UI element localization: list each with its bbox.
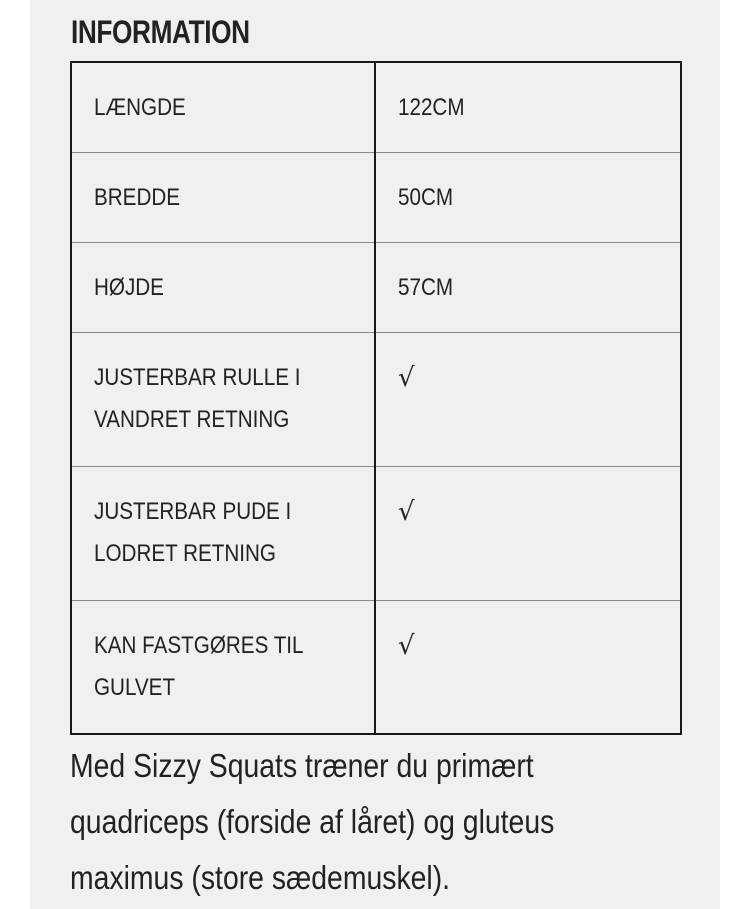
section-heading: INFORMATION (71, 14, 250, 50)
spec-value-text: 57CM (398, 273, 454, 301)
spec-label-length (71, 62, 375, 152)
checkmark-icon: √ (398, 630, 415, 661)
description-line: maximus (store sædemuskel). (70, 859, 451, 896)
spec-label-text: JUSTERBAR RULLE I (94, 363, 301, 391)
spec-label-text: HØJDE (94, 273, 164, 301)
spec-label-text: LÆNGDE (94, 94, 186, 121)
spec-value-text: 50CM (398, 183, 454, 211)
checkmark-icon: √ (398, 362, 415, 393)
spec-table (70, 61, 682, 735)
spec-value-text: 122CM (398, 94, 465, 121)
spec-label-text: LODRET RETNING (94, 539, 276, 567)
spec-label-text: BREDDE (94, 183, 181, 211)
description-line: Med Sizzy Squats træner du primært (70, 747, 534, 784)
table-row (71, 62, 681, 152)
spec-label-width (71, 152, 375, 242)
table-row (71, 332, 681, 466)
table-row (71, 466, 681, 600)
spec-label-text: KAN FASTGØRES TIL (94, 631, 304, 659)
table-row (71, 600, 681, 734)
spec-value-vertical-pad (375, 466, 681, 600)
spec-label-height (71, 242, 375, 332)
table-row (71, 152, 681, 242)
checkmark-icon: √ (398, 496, 415, 527)
spec-label-horizontal-roller (71, 332, 375, 466)
spec-label-text: VANDRET RETNING (94, 405, 290, 433)
spec-value-floor-mount (375, 600, 681, 734)
spec-label-text: GULVET (94, 673, 176, 701)
description-line: quadriceps (forside af låret) og gluteus (70, 803, 555, 840)
spec-label-vertical-pad (71, 466, 375, 600)
spec-value-length (375, 62, 681, 152)
product-description (70, 738, 690, 906)
spec-value-horizontal-roller (375, 332, 681, 466)
spec-value-height (375, 242, 681, 332)
spec-label-text: JUSTERBAR PUDE I (94, 497, 292, 525)
table-row (71, 242, 681, 332)
spec-label-floor-mount (71, 600, 375, 734)
spec-value-width (375, 152, 681, 242)
content-panel (30, 0, 720, 909)
